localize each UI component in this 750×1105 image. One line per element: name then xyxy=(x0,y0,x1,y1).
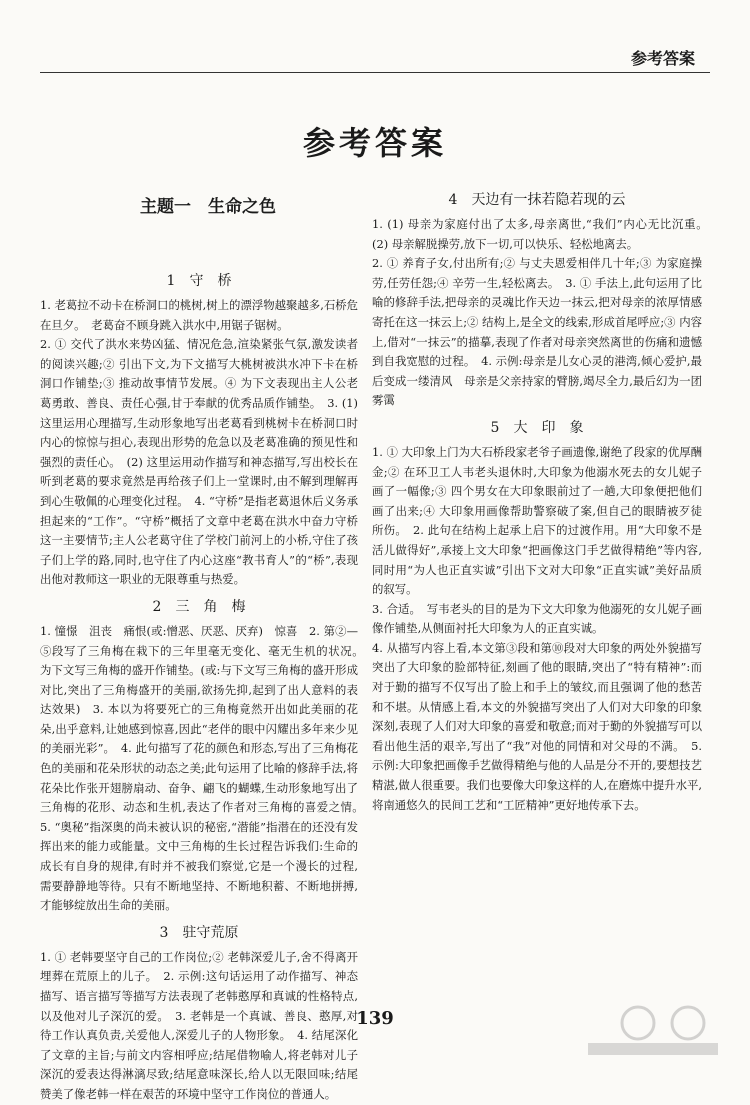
section-title: 守 桥 xyxy=(189,273,232,289)
section-heading-2 xyxy=(40,596,358,618)
theme-heading: 主题一 生命之色 xyxy=(140,197,276,217)
right-column xyxy=(372,183,714,815)
section-heading-1 xyxy=(40,270,358,292)
answer-paragraph: 4. 从描写内容上看,本文第③段和第⑩段对大印象的两处外貌描写突出了大印象的脸部特征,刻画了他的眼睛,突出了“特有精神”:而对于勤的描写不仅写出了脸上和手上的皱纹,而且强调了他的愁苦和不堪。从情感上看,本文的外貌描写突出了人们对大印象的印象深刻,表现了人们对大印象的喜爱和敬意;而对于勤的外貌描写可以看出他生活的艰辛,写出了“我”对他的同情和对父母的不满。 5. 示例:大印象把画像手艺做得精绝与他的人品是分不开的,要想技艺精湛,做人很重要。我们也要像大印象这样的人,在磨炼中提升水平,将南通悠久的民间工艺和“工匠精神”更好地传承下去。 xyxy=(372,640,702,812)
section-number: 2 xyxy=(152,598,162,615)
answer-paragraph: 1. (1) 母亲为家庭付出了太多,母亲离世,“我们”内心无比沉重。 (2) 母亲解脱操劳,放下一切,可以快乐、轻松地离去。 xyxy=(372,217,714,251)
answer-paragraph: 1. 憧憬 沮丧 痛恨(或:憎恶、厌恶、厌弃) 惊喜 2. 第②—⑤段写了三角梅在栽下的三年里毫无变化、毫无生机的状况。 为下文写三角梅的盛开作铺垫。(或:与下文写三角梅的盛开形成对比,突出了三角梅盛开的美丽,欲扬先抑,起到了出人意料的表达效果) 3. 本以为将要死亡的三角梅竟然开出如此美丽的花朵,出乎意料,让她感到惊喜,因此“老伴的眼中闪耀出多年来少见的美丽光彩”。 4. 此句描写了花的颜色和形态,写出了三角梅花色的美丽和花朵形状的动态之美;此句运用了比喻的修辞手法,将花朵比作张开翅膀扇动、奋争、翩飞的蝴蝶,生动形象地写出了三角梅的花形、动态和生机,表达了作者对三角梅的喜爱之情。 5. “奥秘”指深奥的尚未被认识的秘密,“潜能”指潜在的还没有发挥出来的能力或能量。文中三角梅的生长过程告诉我们:生命的成长有自身的规律,有时并不被我们察觉,它是一个漫长的过程,需要静静地等待。只有不断地坚持、不断地积蓄、不断地拼搏,才能够绽放出生命的美丽。 xyxy=(40,623,370,913)
answer-paragraph: 2. ① 交代了洪水来势凶猛、情况危急,渲染紧张气氛,激发读者的阅读兴趣;② 引出下文,为下文描写大桃树被洪水冲下卡在桥洞口作铺垫;③ 推动故事情节发展。④ 为下文表现出主人公老葛勇敢、善良、责任心强,甘于奉献的优秀品质作铺垫。 3. (1) 这里运用心理描写,生动形象地写出老葛看到桃树卡在桥洞口时内心的惊惊与担心,表现出形势的危急以及老葛准确的预见性和强烈的责任心。 (2) 这里运用动作描写和神态描写,写出校长在听到老葛的要求竟然是再给孩子们上一堂课时,由不解到理解再到心生敬佩的心理变化过程。 4. “守桥”是指老葛退休后义务承担起来的“工作”。“守桥”概括了文章中老葛在洪水中奋力守桥这一主要情节;主人公老葛守住了学校门前河上的小桥,守住了孩子们上学的路,同时,也守住了内心这座“教书育人”的“桥”,表现出他对教师这一职业的无限尊重与热爱。 xyxy=(40,337,358,587)
section-title: 天边有一抹若隐若现的云 xyxy=(471,192,626,208)
section-title: 大 印 象 xyxy=(513,419,584,436)
left-column xyxy=(40,194,370,1105)
section-number: 4 xyxy=(448,192,458,208)
section-heading-3 xyxy=(40,922,358,944)
answer-paragraph: 2. ① 养育子女,付出所有;② 与丈夫恩爱相伴几十年;③ 为家庭操劳,任劳任怨;④ 辛劳一生,轻松离去。 3. ① 手法上,此句运用了比喻的修辞手法,把母亲的灵魂比作天边一抹云,把对母亲的浓厚情感寄托在这一抹云上;② 结构上,是全文的线索,形成首尾呼应;③ 内容上,借对“一抹云”的描摹,表现了作者对母亲突然离世的伤痛和遗憾到自我宽慰的过程。 4. 示例:母亲是儿女心灵的港湾,倾心爱护,最后变成一缕清风 母亲是父亲持家的臂膀,竭尽全力,最后幻为一团雾霭 xyxy=(372,256,702,408)
answer-paragraph: 1. 老葛拉不动卡在桥洞口的桃树,树上的漂浮物越聚越多,石桥危在旦夕。 老葛奋不顾身跳入洪水中,用锯子锯树。 xyxy=(40,298,358,332)
section-heading-5 xyxy=(372,417,702,439)
page-title: 参考答案 xyxy=(302,124,447,162)
page-number: 139 xyxy=(356,1008,394,1029)
section-title: 驻守荒原 xyxy=(182,924,239,941)
section-number: 1 xyxy=(166,273,176,289)
answer-paragraph: 1. ① 老韩要坚守自己的工作岗位;② 老韩深爱儿子,舍不得离开埋葬在荒原上的儿子。 2. 示例:这句话运用了动作描写、神态描写、语言描写等描写方法表现了老韩憨厚和真诚的性格特点,以及他对儿子深沉的爱。 3. 老韩是一个真诚、善良、憨厚,对待工作认真负责,关爱他人,深爱儿子的人物形象。 4. 结尾深化了文章的主旨;与前文内容相呼应;结尾借物喻人,将老韩对儿子深沉的爱表达得淋漓尽致;结尾意味深长,给人以无限回味;结尾赞美了像老韩一样在艰苦的环境中坚守工作岗位的普通人。 xyxy=(40,949,358,1101)
answer-paragraph: 3. 合适。 写韦老头的目的是为下文大印象为他溺死的女儿妮子画像作铺垫,从侧面衬托大印象为人的正直实诚。 xyxy=(372,601,702,636)
section-number: 5 xyxy=(490,419,500,436)
section-heading-4 xyxy=(372,189,702,211)
section-number: 3 xyxy=(159,924,169,941)
watermark-logo-icon xyxy=(578,1001,728,1061)
header-label: 参考答案 xyxy=(630,49,695,68)
section-title: 三 角 梅 xyxy=(175,598,246,615)
answer-paragraph: 1. ① 大印象上门为大石桥段家老爷子画遗像,谢绝了段家的优厚酬金;② 在环卫工人韦老头退休时,大印象为他溺水死去的女儿妮子画了一幅像;③ 四个男女在大印象眼前过了一趟,大印象便把他们画了出来;④ 大印象用画像帮助警察破了案,但自己的眼睛被歹徒所伤。 2. 此句在结构上起承上启下的过渡作用。用“大印象不是活儿做得好”,承接上文大印象“把画像这门手艺做得精绝”等内容,同时用“为人也正直实诚”引出下文对大印象“正直实诚”美好品质的叙写。 xyxy=(372,444,702,597)
header-rule xyxy=(40,72,710,73)
